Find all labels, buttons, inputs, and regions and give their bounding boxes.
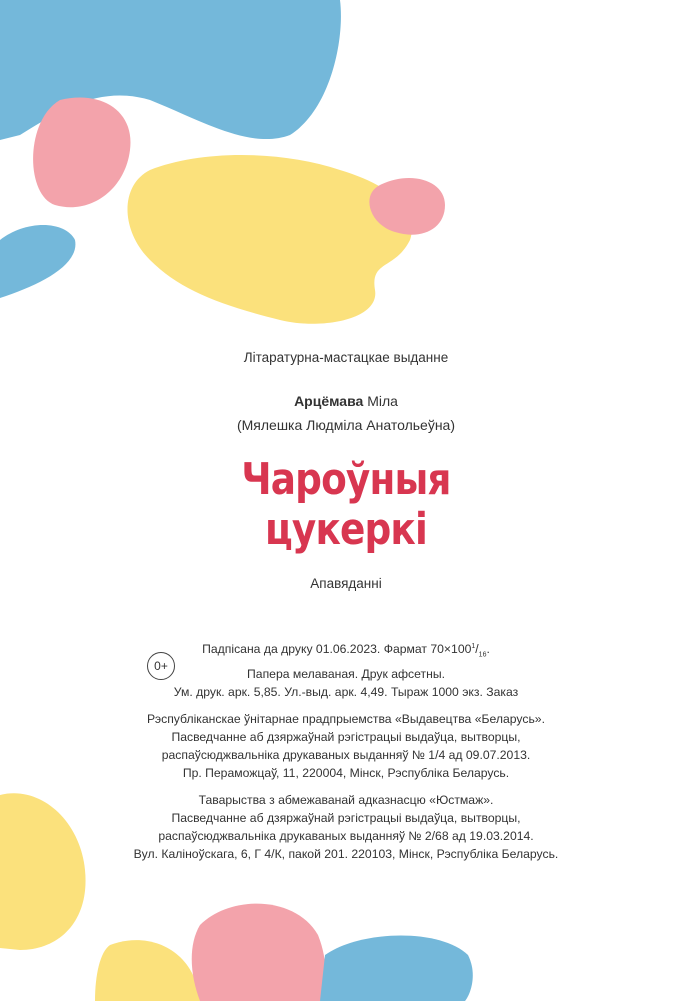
pink-blob-bottom [192, 904, 326, 1001]
publisher-details [0, 710, 692, 782]
print-line-1: Падпісана да друку 01.06.2023. Фармат 70×100 [202, 642, 472, 657]
publisher-line: Пр. Пераможцаў, 11, 220004, Мінск, Рэспубліка Беларусь. [182, 765, 510, 780]
blue-blob-left [0, 225, 75, 298]
print-details [0, 638, 692, 701]
author-real-name: (Мялешка Людміла Анатольеўна) [236, 417, 456, 433]
format-end: . [486, 642, 490, 657]
age-rating-badge: 0+ [147, 652, 175, 680]
format-slash: / [475, 642, 479, 657]
yellow-blob-top [128, 155, 412, 324]
title-line-1: Чароўныя [241, 454, 451, 505]
printer-line: распаўсюджвальніка друкаваных выданняў № 2/68 ад 19.03.2014. [158, 828, 534, 843]
title-line-2: цукеркі [265, 504, 427, 555]
printer-details [0, 791, 692, 863]
publisher-line: распаўсюджвальніка друкаваных выданняў № 1/4 ад 09.07.2013. [161, 747, 531, 762]
author-block [0, 389, 692, 437]
publisher-line: Рэспубліканскае ўнітарнае прадпрыемства «Выдавецтва «Беларусь». [147, 711, 545, 726]
format-sub: 16 [478, 651, 487, 659]
print-line-3: Ум. друк. арк. 5,85. Ул.-выд. арк. 4,49. Тыраж 1000 экз. Заказ [173, 684, 519, 699]
author-surname: Арцёмава [294, 393, 364, 409]
printer-line: Таварыства з абмежаванай адказнасцю «Юстмаж». [198, 792, 494, 807]
book-subtitle: Апавяданні [310, 576, 382, 591]
print-line-2: Папера мелаваная. Друк афсетны. [247, 666, 445, 681]
publisher-line: Пасведчанне аб дзяржаўнай рэгістрацыі выдаўца, вытворцы, [171, 729, 521, 744]
yellow-blob-bottom [95, 940, 200, 1001]
pink-blob-top-left [33, 97, 130, 207]
printer-line: Вул. Каліноўскага, 6, Г 4/К, пакой 201. 220103, Мінск, Рэспубліка Беларусь. [133, 846, 559, 861]
imprint-block [0, 638, 692, 872]
author-name: Міла [367, 393, 398, 409]
printer-line: Пасведчанне аб дзяржаўнай рэгістрацыі выдаўца, вытворцы, [171, 810, 521, 825]
book-title [52, 455, 640, 555]
format-sup: 1 [471, 643, 476, 650]
blue-blob-bottom [320, 935, 473, 1001]
genre-label: Літаратурна-мастацкае выданне [243, 350, 449, 365]
